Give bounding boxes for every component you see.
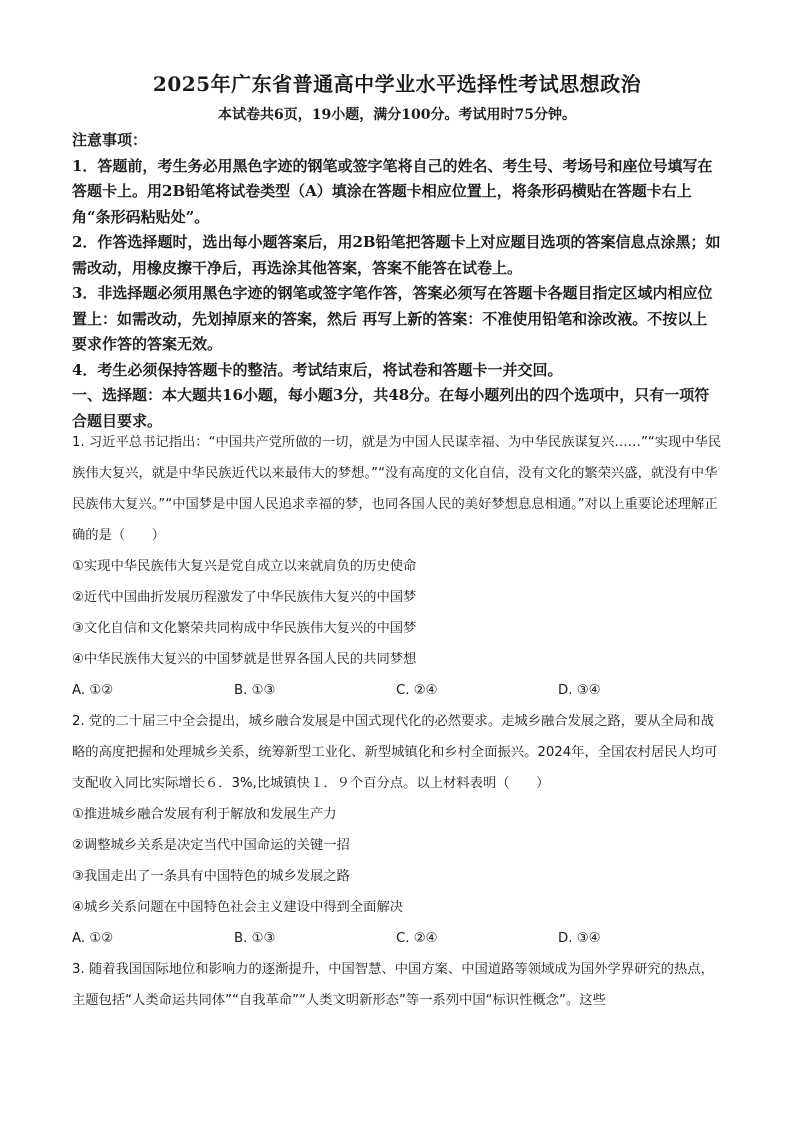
option-a: A. ①②: [72, 683, 114, 698]
statement: ②近代中国曲折发展历程激发了中华民族伟大复兴的中国梦: [72, 590, 417, 605]
question-stem: 1. 习近平总书记指出：“中国共产党所做的一切，就是为中国人民谋幸福、为中华民族谋复兴……”“实现中华民族伟大复兴，就是中华民族近代以来最伟大的梦想。”“没有高度的文化自信，没有文化的繁荣兴盛，就没有中华民族伟大复兴。”“中国梦是中国人民追求幸福的梦，也同各国人民的美好梦想息息相通。”对以上重要论述理解正确的是（ ）: [72, 435, 722, 543]
notice-item-3: 3．非选择题必须用黑色字迹的钢笔或签字笔作答，答案必须写在答题卡各题目指定区域内相应位置上：如需改动，先划掉原来的答案，然后 再写上新的答案：不准使用铅笔和涂改液。不按以上要求作答的答案无效。: [72, 284, 713, 353]
option-b: B. ①③: [234, 683, 276, 698]
answer-options: [72, 675, 722, 706]
notice-item-4: 4．考生必须保持答题卡的整洁。考试结束后，将试卷和答题卡一并交回。: [72, 360, 563, 379]
questions-section: [72, 427, 722, 1016]
statement: ④城乡关系问题在中国特色社会主义建设中得到全面解决: [72, 900, 404, 915]
exam-subtitle: 本试卷共6页，19小题，满分100分。考试用时75分钟。: [218, 107, 576, 123]
option-c: C. ②④: [396, 683, 438, 698]
question-stem: 2. 党的二十届三中全会提出，城乡融合发展是中国式现代化的必然要求。走城乡融合发展之路，要从全局和战略的高度把握和处理城乡关系，统筹新型工业化、新型城镇化和乡村全面振兴。2024年，全国农村居民人均可支配收入同比实际增长６．3%,比城镇快１．９个百分点。以上材料表明（ ）: [72, 714, 718, 791]
option-c: C. ②④: [396, 931, 438, 946]
notice-heading: 注意事项：: [72, 131, 148, 149]
answer-options: [72, 923, 722, 954]
notice-section: [72, 128, 722, 434]
question-1: [72, 427, 722, 706]
statement: ②调整城乡关系是决定当代中国命运的关键一招: [72, 838, 350, 853]
option-d: D. ③④: [558, 931, 601, 946]
section-heading: 一、选择题：本大题共16小题，每小题3分，共48分。在每小题列出的四个选项中，只有一项符合题目要求。: [72, 386, 710, 430]
statement: ③我国走出了一条具有中国特色的城乡发展之路: [72, 869, 350, 884]
question-3: [72, 954, 722, 1016]
statement: ④中华民族伟大复兴的中国梦就是世界各国人民的共同梦想: [72, 652, 417, 667]
notice-item-2: 2．作答选择题时，选出每小题答案后，用2B铅笔把答题卡上对应题目选项的答案信息点涂黑；如需改动，用橡皮擦干净后，再选涂其他答案，答案不能答在试卷上。: [72, 233, 721, 277]
option-d: D. ③④: [558, 683, 601, 698]
question-2: [72, 706, 722, 954]
statement: ③文化自信和文化繁荣共同构成中华民族伟大复兴的中国梦: [72, 621, 417, 636]
statement: ①推进城乡融合发展有利于解放和发展生产力: [72, 807, 337, 822]
option-b: B. ①③: [234, 931, 276, 946]
question-stem: 3. 随着我国国际地位和影响力的逐渐提升，中国智慧、中国方案、中国道路等领域成为国外学界研究的热点，主题包括“人类命运共同体”“自我革命”“人类文明新形态”等一系列中国“标识性概念”。这些: [72, 962, 714, 1008]
statement: ①实现中华民族伟大复兴是党自成立以来就肩负的历史使命: [72, 559, 417, 574]
notice-item-1: 1．答题前，考生务必用黑色字迹的钢笔或签字笔将自己的姓名、考生号、考场号和座位号填写在答题卡上。用2B铅笔将试卷类型（A）填涂在答题卡相应位置上，将条形码横贴在答题卡右上角“条形码粘贴处”。: [72, 156, 713, 226]
exam-title: 2025年广东省普通高中学业水平选择性考试思想政治: [152, 72, 642, 96]
option-a: A. ①②: [72, 931, 114, 946]
